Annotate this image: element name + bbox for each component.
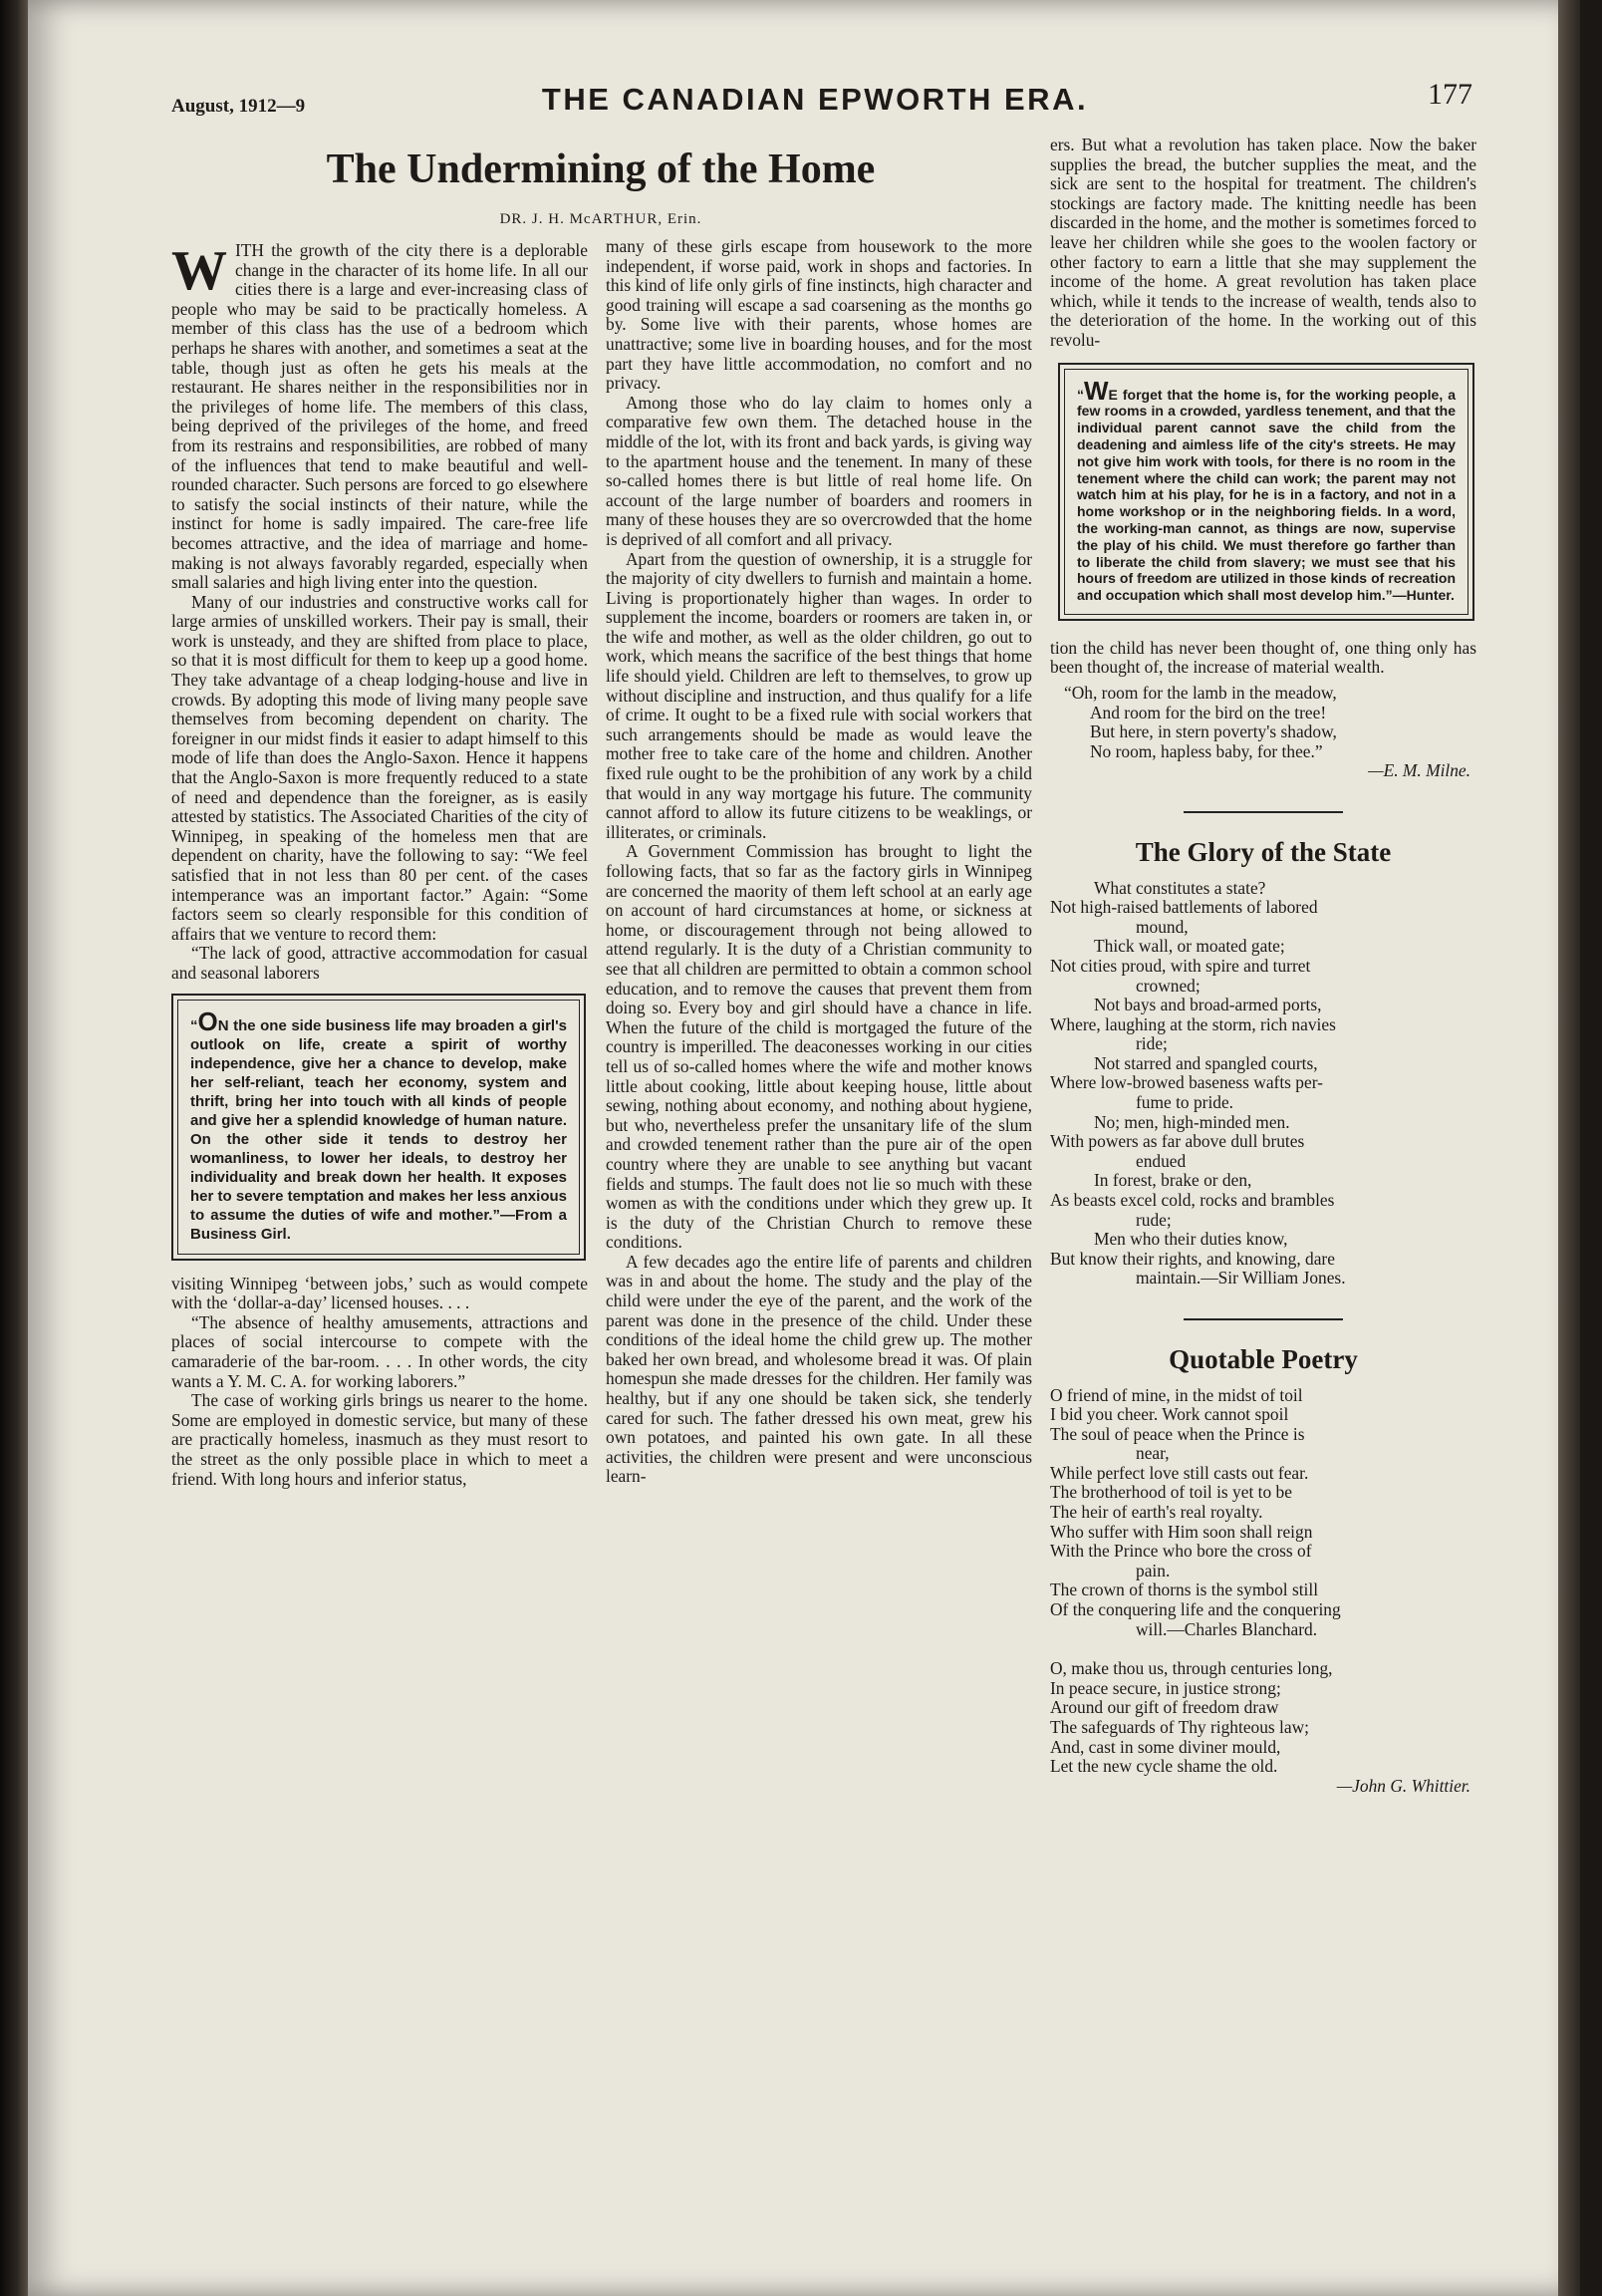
poem-line: maintain.—Sir William Jones. <box>1136 1268 1346 1289</box>
poem-line: No room, hapless baby, for thee.” <box>1090 740 1323 761</box>
article-byline: DR. J. H. McARTHUR, Erin. <box>499 211 702 227</box>
paragraph <box>171 241 588 593</box>
poem-line: crowned; <box>1136 975 1201 996</box>
section-title-glory: The Glory of the State <box>1135 836 1392 867</box>
poem-line: rude; <box>1136 1209 1172 1230</box>
poem-line: The safeguards of Thy righteous law; <box>1050 1717 1309 1738</box>
column-3 <box>1050 136 1476 1796</box>
poem-line: mound, <box>1136 916 1189 937</box>
paragraph: Among those who do lay claim to homes only a comparative few own them. The detached house in the middle of the lot, with its front and back yards, is giving way to the apartment house and the tenement. In many of these so-called homes there is but little of real home life. On account of the large number of boarders and roomers in many of these houses they are so overcrowded that the home is deprived of all comfort and all privacy. <box>606 392 1032 549</box>
open-quote: “ <box>190 1016 198 1034</box>
poem-line: Not starred and spangled courts, <box>1094 1052 1318 1073</box>
poem-line: I bid you cheer. Work cannot spoil <box>1050 1404 1289 1425</box>
poem-line: But here, in stern poverty's shadow, <box>1090 721 1337 742</box>
open-quote: “ <box>1077 386 1084 403</box>
poem-line: While perfect love still casts out fear. <box>1050 1462 1309 1483</box>
quote-body: N the one side business life may broaden a girl's outlook on life, create a spirit of worthy independence, give her a chance to develop, make her self-reliant, teach her economy, system and thrift, bring her into touch with all kinds of people and give her a splendid knowledge of human nature. On the other side it tends to destroy her womanliness, to lower her ideals, to destroy her individuality and break down her health. It exposes her to severe temptation and makes her less anxious to assume the duties of wife and mother.”—From a Business Girl. <box>190 1016 567 1243</box>
drop-cap: W <box>171 240 227 302</box>
quote-initial: O <box>197 1005 218 1036</box>
poem-line: Not cities proud, with spire and turret <box>1050 955 1311 976</box>
paragraph: many of these girls escape from housework to the more independent, if worse paid, work in shops and factories. In this kind of life only girls of fine instincts, high character and good training will escape a sad coarsening as the months go by. Some live with their parents, whose homes are unattractive; some live in boarding houses, and for the most part they have little accommodation, no comfort and no privacy. <box>606 236 1032 394</box>
poem-line: And room for the bird on the tree! <box>1090 702 1327 722</box>
quote-box-text <box>1064 369 1468 615</box>
poem-line: What constitutes a state? <box>1094 877 1266 898</box>
poem-line: O friend of mine, in the midst of toil <box>1050 1384 1303 1405</box>
section-divider <box>1184 811 1343 813</box>
poem-line: “Oh, room for the lamb in the meadow, <box>1064 683 1337 704</box>
milne-poem <box>1050 684 1476 761</box>
poem-line: Of the conquering life and the conquering <box>1050 1599 1341 1620</box>
quote-box <box>1058 363 1474 621</box>
quote-initial: W <box>1084 375 1109 406</box>
poem-line: endued <box>1136 1150 1187 1171</box>
poem-attribution: —E. M. Milne. <box>1368 760 1470 781</box>
poem-line: Let the new cycle shame the old. <box>1050 1756 1278 1777</box>
article-title: The Undermining of the Home <box>326 146 876 192</box>
quotable-poem-1 <box>1050 1386 1476 1640</box>
poem-line: Where, laughing at the storm, rich navies <box>1050 1013 1336 1034</box>
poem-line: No; men, high-minded men. <box>1094 1111 1290 1132</box>
paragraph: Apart from the question of ownership, it is a struggle for the majority of city dwellers to furnish and maintain a home. Living is proportionately higher than wages. In order to supplement the income, boarders or roomers are taken in, or the wife and mother, as well as the older children, go out to work, which means the sacrifice of the best things that home life should yield. Children are left to themselves, to grow up without discipline and instruction, and thus qualify for a life of crime. It ought to be a fixed rule with social workers that such arrangements should be made as would leave the mother free to take care of the home and children. Another fixed rule ought to be the prohibition of any work by a child that would in any way mortgage his future. The community cannot afford to allow its future citizens to be weaklings, or illiterates, or criminals. <box>606 548 1032 842</box>
poem-line: fume to pride. <box>1136 1092 1234 1113</box>
paragraph: visiting Winnipeg ‘between jobs,’ such as would compete with the ‘dollar-a-day’ licensed houses. . . . <box>171 1273 588 1313</box>
poem-line: The heir of earth's real royalty. <box>1050 1502 1263 1523</box>
paragraph: The case of working girls brings us nearer to the home. Some are employed in domestic service, but many of these are practically homeless, inasmuch as they must resort to the street as the only possible place in which to meet a friend. With long hours and inferior status, <box>171 1390 588 1489</box>
section-divider <box>1184 1318 1343 1320</box>
poem-line: As beasts excel cold, rocks and brambles <box>1050 1190 1335 1211</box>
poem-line: Around our gift of freedom draw <box>1050 1697 1279 1718</box>
poem-line: In peace secure, in justice strong; <box>1050 1677 1281 1698</box>
paragraph: A few decades ago the entire life of parents and children was in and about the home. The study and the play of the child were under the eye of the parent, and the work of the parent was done in the presence of the child. Under these conditions of the ideal home the child grew up. The mother baked her own bread, and wholesome bread it was. Of plain homespun she made dresses for the children. Her family was healthy, but if any one should be taken sick, she tenderly cared for such. The father dressed his own meat, grew his own potatoes, and painted his own gate. In all these activities, the children were present and were unconscious learn- <box>606 1251 1032 1487</box>
poem-line: ride; <box>1136 1033 1168 1054</box>
magazine-page <box>28 0 1580 2296</box>
page-number: 177 <box>1428 78 1472 111</box>
page-content <box>137 0 1492 2296</box>
poem-line: Not high-raised battlements of labored <box>1050 897 1318 918</box>
poem-line: The brotherhood of toil is yet to be <box>1050 1482 1292 1503</box>
poem-line: pain. <box>1136 1560 1171 1580</box>
book-binding <box>0 0 28 2296</box>
poem-line: Not bays and broad-armed ports, <box>1094 995 1322 1015</box>
column-1 <box>171 241 588 1489</box>
poem-line: The soul of peace when the Prince is <box>1050 1423 1305 1444</box>
poem-line: near, <box>1136 1443 1170 1464</box>
section-title-quotable: Quotable Poetry <box>1169 1343 1358 1374</box>
poem-line: O, make thou us, through centuries long, <box>1050 1658 1333 1679</box>
quote-box <box>171 994 586 1261</box>
quote-body: E forget that the home is, for the working people, a few rooms in a crowded, yardless tenement, and that the individual parent cannot save the child from the deadening and aimless life of the city's streets. He may not give him work with tools, for there is no room in the tenement where the child can work; the parent may not watch him at his play, for he is in a factory, and not in a home workshop or in the neighboring fields. In a word, the working-man cannot, as things are now, supervise the play of his child. We must therefore go farther than to liberate the child from slavery; we must see that his hours of freedom are utilized in those kinds of recreation and occupation which shall most develop him.”—Hunter. <box>1077 386 1456 604</box>
paragraph-text: ITH the growth of the city there is a deplorable change in the character of its home life. In all our cities there is a large and ever-increasing class of people who may be said to be practically homeless. A member of this class has the use of a bedroom which perhaps he shares with another, and sometimes a seat at the table, though just as often he gets his meals at the restaurant. He shares neither in the responsibilities nor in the privileges of home life. The members of this class, being deprived of the privileges of the home, and freed from its restrains and responsibilities, are robbed of many of the influences that tend to make beautiful and well-rounded character. Such persons are forced to go elsewhere to satisfy the social instincts of their nature, while the instinct for home is sadly impaired. The care-free life becomes attractive, and the idea of marriage and home-making is not always favorably regarded, especially when small salaries and high living enter into the question. <box>171 240 588 593</box>
poem-line: And, cast in some diviner mould, <box>1050 1736 1281 1757</box>
poem-line: Men who their duties know, <box>1094 1229 1288 1250</box>
poem-line: The crown of thorns is the symbol still <box>1050 1579 1319 1600</box>
poem-line: In forest, brake or den, <box>1094 1170 1252 1191</box>
poem-line: With the Prince who bore the cross of <box>1050 1541 1312 1562</box>
poem-line: With powers as far above dull brutes <box>1050 1131 1305 1152</box>
glory-poem <box>1050 879 1476 1289</box>
quotable-poem-2 <box>1050 1659 1476 1777</box>
column-2 <box>606 237 1032 1487</box>
issue-date: August, 1912—9 <box>171 96 306 117</box>
paragraph: “The lack of good, attractive accommodation for casual and seasonal laborers <box>171 943 588 983</box>
poem-line: Thick wall, or moated gate; <box>1094 936 1285 957</box>
running-header <box>137 68 1492 118</box>
poem-attribution: —John G. Whittier. <box>1336 1775 1470 1796</box>
paragraph: Many of our industries and constructive works call for large armies of unskilled workers. Their pay is small, their work is unsteady, and they are shifted from place to place, so that it is most difficult for them to keep up a good home. They take advantage of a cheap lodging-house and live in crowds. By adopting this mode of living many people save themselves from becoming dependent on charity. The foreigner in our midst finds it easier to adapt himself to this mode of life than does the Anglo-Saxon. Hence it happens that the Anglo-Saxon is more frequently reduced to a state of need and dependence than the foreigner, as is easily attested by statistics. The Associated Charities of the city of Winnipeg, in speaking of the homeless men that are dependent on charity, have the following to say: “We feel satisfied that in not less than 80 per cent. of the cases intemperance was an important factor.” Again: “Some factors seem so clearly responsible for this condition of affairs that we venture to record them: <box>171 591 588 944</box>
poem-line: Who suffer with Him soon shall reign <box>1050 1521 1313 1542</box>
journal-title: THE CANADIAN EPWORTH ERA. <box>541 82 1089 117</box>
paragraph: ers. But what a revolution has taken place. Now the baker supplies the bread, the butcher supplies the meat, and the sick are sent to the hospital for treatment. The children's stockings are factory made. The knitting needle has been discarded in the home, and the mother is sometimes forced to leave her children while she goes to the woolen factory or other factory to earn a little that she may supplement the income of the home. A great revolution has taken place which, while it tends to the increase of wealth, tends also to the deterioration of the home. In the working out of this revolu- <box>1050 135 1476 350</box>
poem-line: will.—Charles Blanchard. <box>1136 1618 1318 1639</box>
poem-line: Where low-browed baseness wafts per- <box>1050 1072 1323 1093</box>
poem-line: But know their rights, and knowing, dare <box>1050 1248 1335 1269</box>
paragraph: A Government Commission has brought to light the following facts, that so far as the factory girls in Winnipeg are concerned the maority of them left school at an early age on account of hard circumstances at home, or sickness at home, or discouragement through not being allowed to attend regularly. It is the duty of a Christian community to see that all children are permitted to obtain a common school education, and to remove the causes that prevent them from doing so. Every boy and girl should have a chance in life. When the future of the child is mortgaged the future of the country is imperilled. The deaconesses working in our cities tell us of so-called homes where the wife and mother knows little about cooking, little about keeping house, little about sewing, nothing about economy, and nothing about hygiene, but who, nevertheless prefer the unsanitary life of the slum and crowded tenement rather than the pure air of the open country where they are unable to see anything but vacant fields and stumps. The fault does not lie so much with these women as with the conditions under which they grew up. It is the duty of the Christian Church to remove these conditions. <box>606 841 1032 1253</box>
quote-box-text <box>177 1000 580 1255</box>
paragraph: tion the child has never been thought of, one thing only has been thought of, the increase of material wealth. <box>1050 637 1476 678</box>
page-edge <box>1558 0 1580 2296</box>
paragraph: “The absence of healthy amusements, attractions and places of social intercourse to compete with the camaraderie of the bar-room. . . . In other words, the city wants a Y. M. C. A. for working laborers.” <box>171 1311 588 1391</box>
